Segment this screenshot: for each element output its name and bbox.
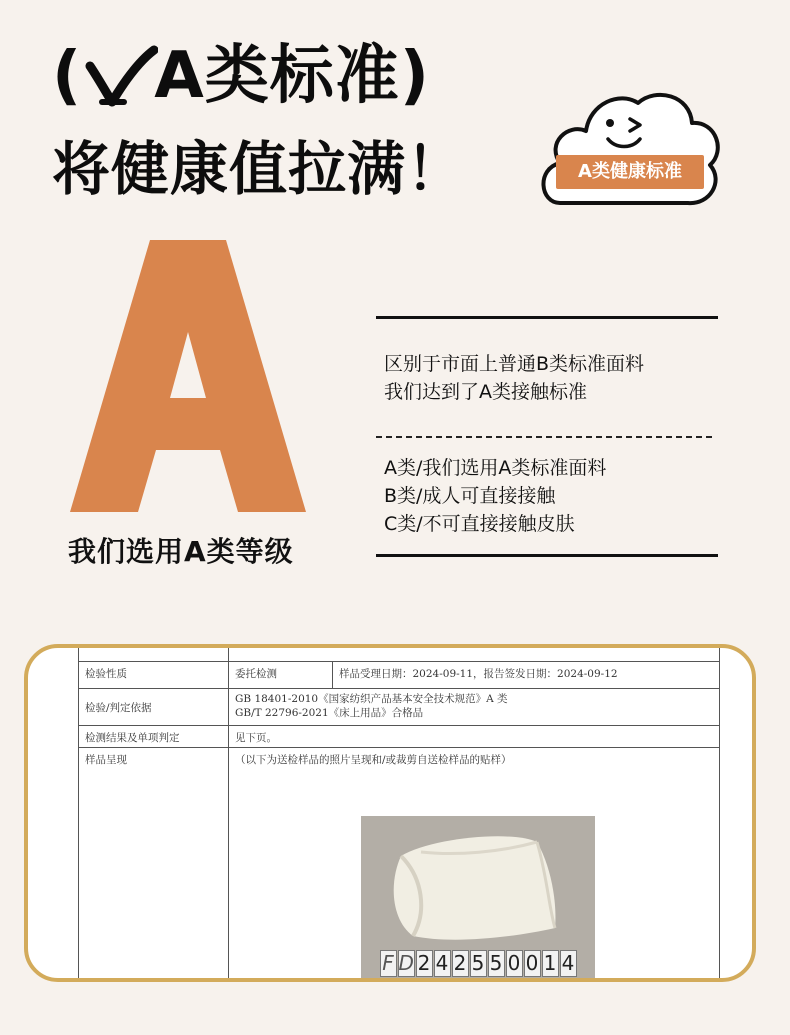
row-label: 检验/判定依据 (79, 689, 229, 725)
eye-icon (606, 119, 614, 127)
cloud-badge (538, 85, 724, 210)
row-label: 样品呈现 (79, 748, 229, 982)
test-report-frame (24, 644, 756, 982)
intro-text (384, 350, 644, 406)
checkmark-v-icon (84, 44, 158, 108)
row-label: 检验性质 (79, 662, 229, 688)
grade-caption: 我们选用A类等级 (68, 535, 294, 568)
row-label: 检测结果及单项判定 (79, 726, 229, 747)
grade-a-letter (68, 236, 308, 516)
divider-dashed (376, 436, 712, 438)
table-row (79, 662, 719, 689)
open-paren: ( (52, 39, 83, 113)
class-item-b: B类/成人可直接接触 (384, 485, 556, 507)
sample-code-char: 2 (416, 950, 433, 977)
row-value: 见下页。 (235, 732, 277, 744)
intro-line: 我们达到了A类接触标准 (384, 381, 587, 403)
row-value-line: GB 18401-2010《国家纺织产品基本安全技术规范》A 类 (235, 693, 508, 705)
divider-bottom (376, 554, 718, 557)
sample-photo (361, 816, 595, 982)
sample-code-char: 4 (560, 950, 577, 977)
row-value-line: GB/T 22796-2021《床上用品》合格品 (235, 707, 424, 719)
sample-code-char: D (398, 950, 414, 975)
class-item-a: A类/我们选用A类标准面料 (384, 457, 607, 479)
row-value: （以下为送检样品的照片呈现和/或裁剪自送检样品的贴样） (235, 754, 512, 766)
table-row (79, 648, 719, 662)
table-row (79, 726, 719, 748)
test-report-table (78, 648, 720, 982)
sample-code-char: 4 (434, 950, 451, 977)
sample-code-strip (361, 948, 595, 978)
close-paren: ) (399, 39, 431, 113)
headline-a-standard: A类标准 (154, 39, 400, 113)
a-health-badge: A类健康标准 (556, 155, 704, 189)
headline-line-1 (52, 36, 430, 116)
sample-code-char: 0 (506, 950, 523, 977)
sample-code-char: 5 (488, 950, 505, 977)
headline-line-2: 将健康值拉满！ (52, 135, 466, 203)
sample-code-char: 0 (524, 950, 541, 977)
class-item-c: C类/不可直接接触皮肤 (384, 513, 575, 535)
class-list (384, 454, 606, 538)
table-row (79, 689, 719, 726)
sample-code-char: 1 (542, 950, 559, 977)
row-value: 委托检测 (229, 662, 333, 688)
intro-line: 区别于市面上普通B类标准面料 (384, 353, 645, 375)
sample-code-char: 2 (452, 950, 469, 977)
divider-top (376, 316, 718, 319)
cloud-icon (538, 85, 724, 210)
sample-code-char: F (380, 950, 397, 977)
sample-code-char: 5 (470, 950, 487, 977)
row-value-dates: 样品受理日期：2024-09-11，报告签发日期：2024-09-12 (339, 668, 618, 680)
